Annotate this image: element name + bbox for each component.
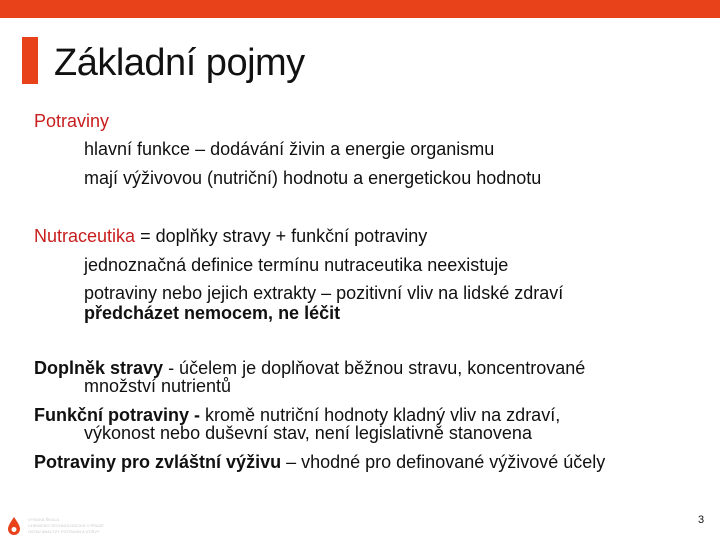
doplnek-stravy-text: - účelem je doplňovat běžnou stravu, koncentrované (163, 358, 586, 378)
nutraceutika-definition: = doplňky stravy + funkční potraviny (135, 226, 428, 246)
potraviny-line-2: mají výživovou (nutriční) hodnotu a energetickou hodnotu (84, 168, 542, 188)
nutraceutika-line-2: potraviny nebo jejich extrakty – pozitivní vliv na lidské zdraví (84, 283, 564, 303)
page-number: 3 (698, 514, 705, 526)
funkcni-potraviny-continuation: výkonost nebo duševní stav, není legislativně stanovena (84, 423, 532, 443)
footer-line-1: VYSOKÁ ŠKOLA (28, 517, 59, 522)
title-accent-bar (22, 37, 38, 84)
zvlastni-vyziva-row (34, 450, 605, 474)
section-heading-nutraceutika: Nutraceutika (34, 226, 136, 246)
funkcni-potraviny-text: kromě nutriční hodnoty kladný vliv na zdraví, (200, 405, 561, 425)
zvlastni-vyziva-text: – vhodné pro definované výživové účely (281, 452, 606, 472)
nutraceutika-heading-row (34, 224, 427, 248)
section-heading-potraviny: Potraviny (34, 111, 110, 131)
funkcni-potraviny-term: Funkční potraviny - (34, 405, 201, 425)
doplnek-stravy-continuation: množství nutrientů (84, 376, 232, 396)
nutraceutika-line-1: jednoznačná definice termínu nutraceutika neexistuje (84, 255, 509, 275)
footer-line-3: ÚSTAV ANALÝZY POTRAVIN A VÝŽIVY (28, 529, 100, 534)
footer-line-2: CHEMICKO-TECHNOLOGICKÁ V PRAZE (28, 523, 104, 528)
slide-title: Základní pojmy (54, 42, 305, 84)
drop-logo-icon (4, 516, 24, 536)
doplnek-stravy-term: Doplněk stravy (34, 358, 164, 378)
zvlastni-vyziva-term: Potraviny pro zvláštní výživu (34, 452, 282, 472)
potraviny-line-1: hlavní funkce – dodávání živin a energie organismu (84, 139, 495, 159)
nutraceutika-emphasis: předcházet nemocem, ne léčit (84, 303, 341, 323)
top-accent-bar (0, 0, 720, 18)
